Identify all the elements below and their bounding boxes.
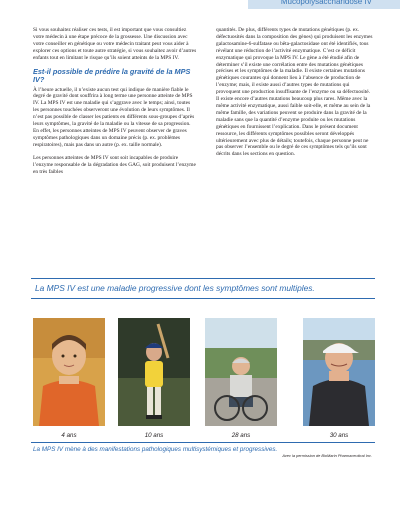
age-label: 28 ans (231, 432, 251, 439)
left-column (33, 27, 197, 181)
paragraph: Si vous souhaitez réaliser ces tests, il est important que vous consultiez votre médecin à une étape précoce de la grossesse. Une discussion avec votre conseiller en génétique ou votre médecin traitant peut vous aider à explorer ces options et toute autre stratégie, si vous souhaitez avoir d’autres enfants tout en limitant le risque qu’ils soient atteints de la MPS IV. (33, 27, 197, 61)
paragraph: Les personnes atteintes de MPS IV sont soit incapables de produire l’enzyme responsable de la dégradation des GAG, soit produisent l’enzyme en très faibles (33, 154, 196, 175)
paragraph: À l’heure actuelle, il n’existe aucun test qui indique de manière fiable le degré de gravité dont souffrira à long terme une personne atteinte de MPS IV. La MPS IV est une maladie qui s’aggrave avec le temps; ainsi, toutes les personnes touchées observeront une évolution de leurs symptômes. Il n’est pas possible de classer les patients en différents sous-groupes d’après leurs symptômes, la gravité de la maladie ou la vitesse de sa progression. En effet, les personnes atteintes de MPS IV peuvent observer de graves symptômes pathologiques dans un domaine précis (p. ex. problèmes respiratoires), mais pas dans un autre (p. ex. taille normale). (33, 86, 195, 148)
age-label: 10 ans (144, 432, 164, 439)
photo-child-10 (118, 318, 190, 426)
banner-title: La MPS IV est une maladie progressive dont les symptômes sont multiples. (35, 283, 315, 293)
figure-caption: La MPS IV mène à des manifestations pathologiques multisystémiques et progressives. (33, 446, 278, 453)
photo-adult-28 (205, 318, 277, 426)
section-subheading: Est-il possible de prédire la gravité de la MPS IV? (33, 66, 191, 84)
section-banner (31, 278, 375, 299)
photo-child-4 (33, 318, 105, 426)
photo-credit: Avec la permission de BioMarin Pharmaceutical Inc. (282, 453, 372, 458)
page-header-title: Mucopolysaccharidose IV (280, 0, 372, 6)
paragraph: quantités. De plus, différents types de mutations génétiques (p. ex. défectuosités dans la composition des gènes) qui produisent les enzymes galactosamine-6-sulfatase ou bêta-galactosidase ont été identifiés, tous révélant une réduction de l’activité enzymatique. C’est ce déficit enzymatique qui provoque la MPS IV. Le gène a été étudié afin de déterminer s’il existe une corrélation entre des mutations génétiques précises et les symptômes de la maladie. Il existe certaines mutations génétiques courantes qui donnent lieu à l’absence de production de l’enzyme; mais, il existe aussi d’autres types de mutations qui provoquent une production insuffisante de l’enzyme ou sa défectuosité. Il existe encore d’autres mutations beaucoup plus rares. Même avec la même activité enzymatique, aussi faible soit-elle, et même au sein de la même famille, des variations peuvent se produire dans la gravité de la maladie sans que la quantité d’enzyme produite ou les mutations génétiques en fournissent l’explication. Dans le présent document ressource, les différents symptômes possibles seront développés ultérieurement avec plus de détails; toutefois, chaque personne peut ne pas observer l’ensemble ou le degré de ces symptômes tels qu’ils sont décrits dans les sections en question. (216, 27, 373, 158)
age-label: 4 ans (61, 432, 77, 439)
photo-adult-30 (303, 318, 375, 426)
right-column (216, 27, 373, 164)
age-label: 30 ans (329, 432, 349, 439)
divider (31, 442, 375, 443)
